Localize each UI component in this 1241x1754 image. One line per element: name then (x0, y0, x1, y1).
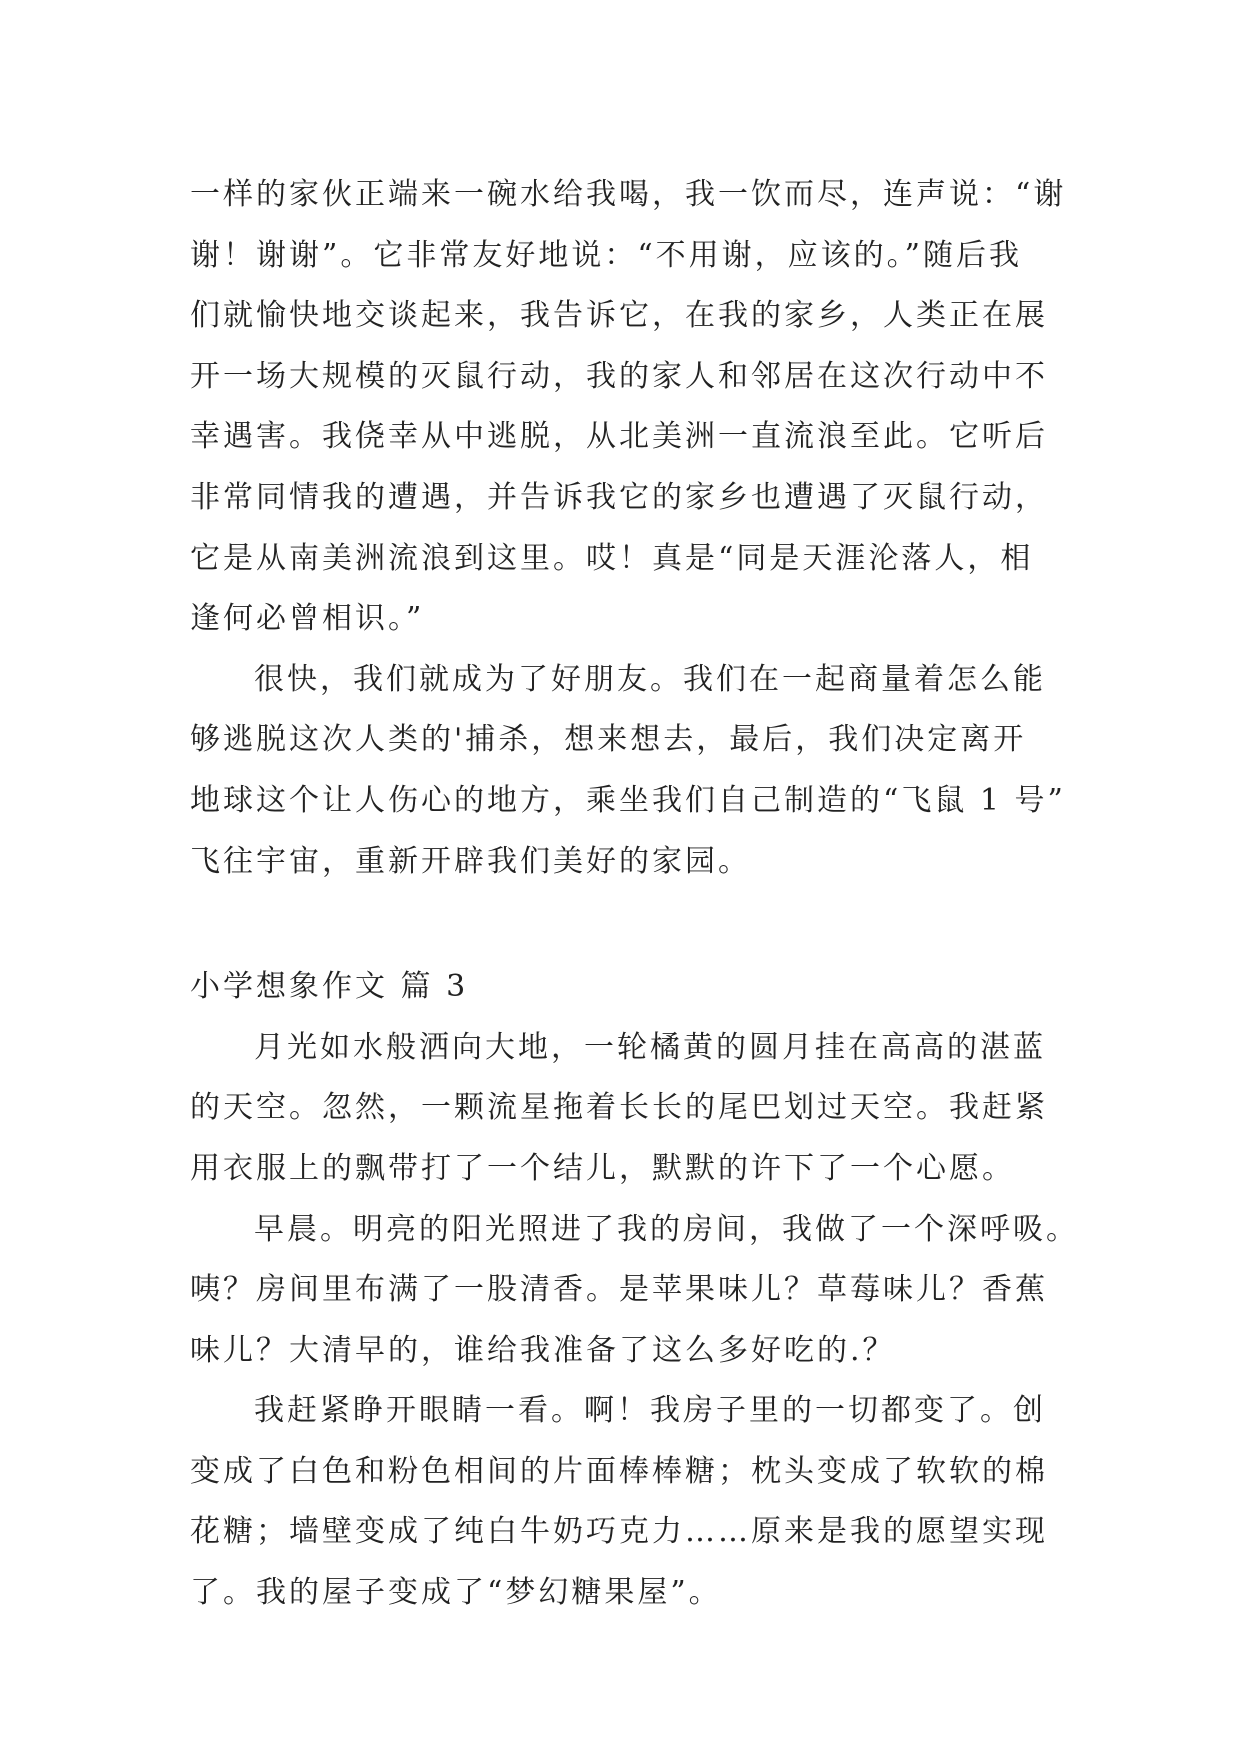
text-line: 够逃脱这次人类的'捕杀，想来想去，最后，我们决定离开 (190, 722, 1027, 758)
text-line: 们就愉快地交谈起来，我告诉它，在我的家乡，人类正在展 (190, 298, 1048, 334)
text-line: 地球这个让人伤心的地方，乘坐我们自己制造的“飞鼠 1 号” (190, 782, 1066, 818)
document-body (190, 165, 1079, 1624)
text-line: 的天空。忽然，一颗流星拖着长长的尾巴划过天空。我赶紧 (190, 1090, 1048, 1126)
text-line: 我赶紧睁开眼睛一看。啊！我房子里的一切都变了。创 (254, 1393, 1046, 1429)
text-line: 咦？房间里布满了一股清香。是苹果味儿？草莓味儿？香蕉 (190, 1272, 1048, 1308)
text-line: 月光如水般洒向大地，一轮橘黄的圆月挂在高高的湛蓝 (254, 1029, 1046, 1065)
text-line: 谢！谢谢”。它非常友好地说：“不用谢，应该的。”随后我 (190, 237, 1023, 273)
section-gap (190, 892, 1060, 957)
text-line: 变成了白色和粉色相间的片面棒棒糖；枕头变成了软软的棉 (190, 1453, 1048, 1489)
text-line: 一样的家伙正端来一碗水给我喝，我一饮而尽，连声说：“谢 (190, 177, 1067, 212)
section-heading: 小学想象作文 篇 3 (190, 969, 469, 1005)
text-line: 非常同情我的遭遇，并告诉我它的家乡也遭遇了灭鼠行动， (190, 479, 1048, 515)
text-line: 很快，我们就成为了好朋友。我们在一起商量着怎么能 (254, 661, 1046, 697)
essay-part-2 (190, 1018, 1079, 1624)
text-line: 花糖；墙壁变成了纯白牛奶巧克力……原来是我的愿望实现 (190, 1514, 1048, 1550)
text-line: 早晨。明亮的阳光照进了我的房间，我做了一个深呼吸。 (254, 1211, 1079, 1247)
text-line: 它是从南美洲流浪到这里。哎！真是“同是天涯沦落人，相 (190, 540, 1034, 576)
text-line: 用衣服上的飘带打了一个结儿，默默的许下了一个心愿。 (190, 1150, 1015, 1186)
text-line: 飞往宇宙，重新开辟我们美好的家园。 (190, 843, 751, 879)
text-line: 味儿？大清早的，谁给我准备了这么多好吃的.？ (190, 1332, 896, 1368)
text-line: 幸遇害。我侥幸从中逃脱，从北美洲一直流浪至此。它听后 (190, 419, 1048, 455)
essay-part-1 (190, 165, 1067, 892)
text-line: 开一场大规模的灭鼠行动，我的家人和邻居在这次行动中不 (190, 358, 1048, 394)
text-line: 逢何必曾相识。” (190, 601, 425, 637)
text-line: 了。我的屋子变成了“梦幻糖果屋”。 (190, 1575, 722, 1611)
